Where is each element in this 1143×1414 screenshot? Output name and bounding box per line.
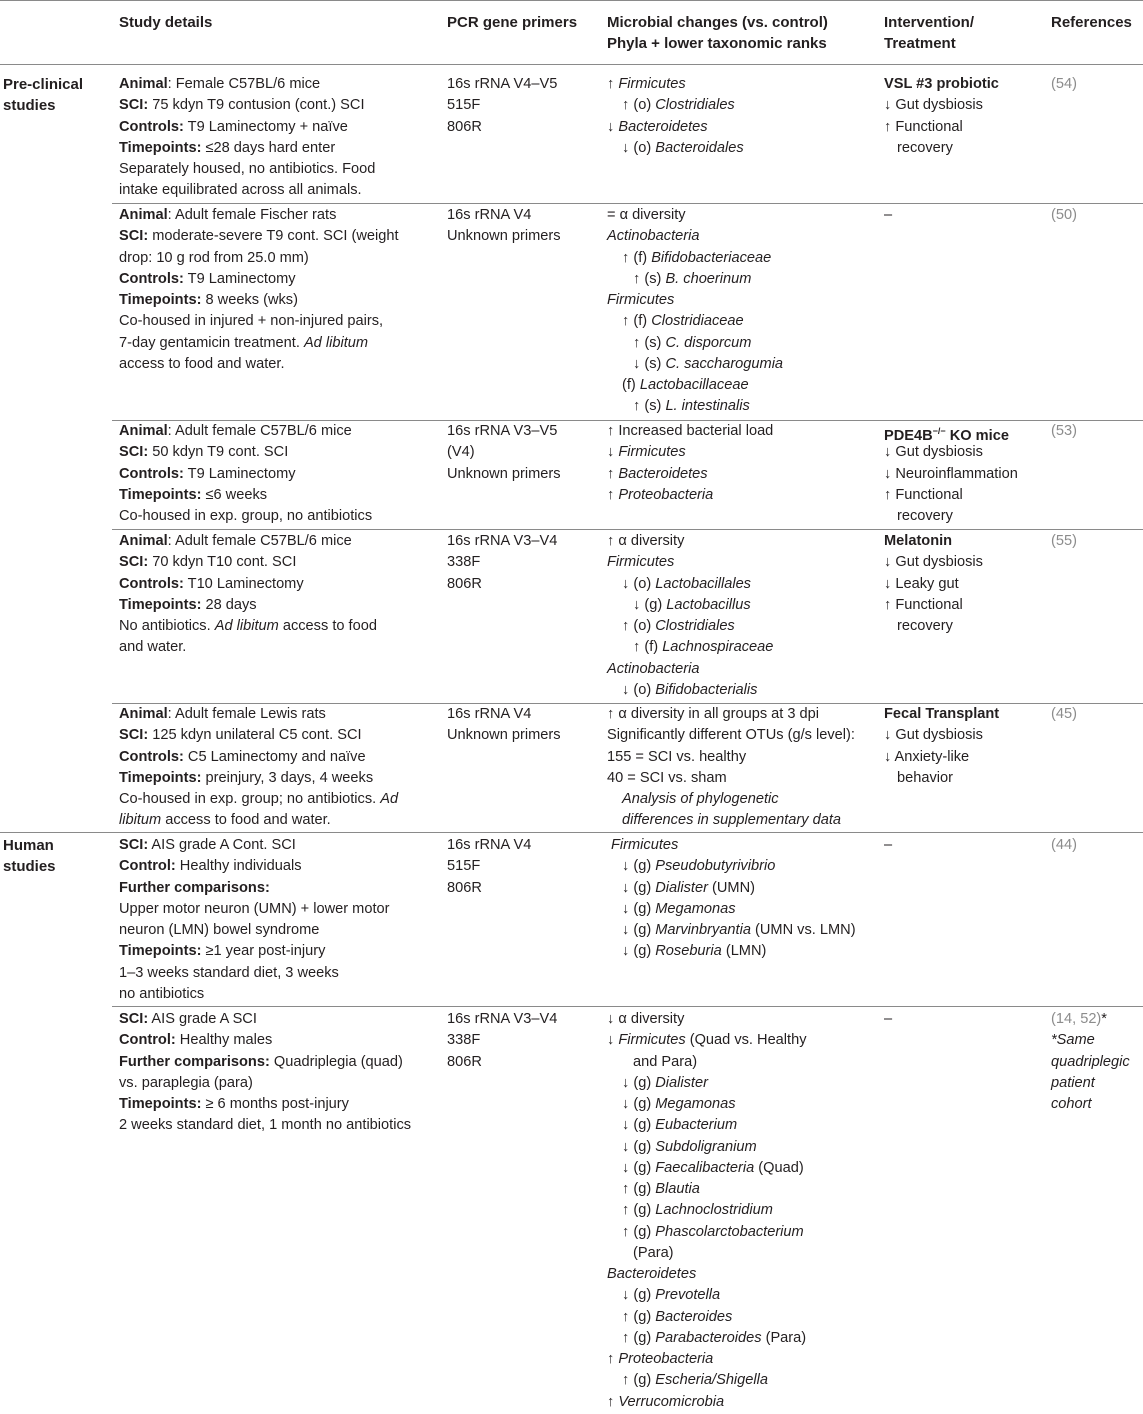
primers-cell: 16s rRNA V4 Unknown primers (447, 706, 561, 744)
study-details-cell: SCI: AIS grade A Cont. SCI Control: Healthy individuals Further comparisons: Upper motor neuron (UMN) + lower motor neuron (LMN) bowel syndrome Timepoints: ≥1 year post-injury 1–3 weeks standard diet, 3 weeks no antibiotics (119, 837, 390, 1002)
section-divider (0, 832, 1143, 833)
header-intervention: Intervention/ Treatment (884, 14, 975, 53)
reference-cell: (45) (1051, 706, 1077, 722)
study-details-cell: Animal: Female C57BL/6 mice SCI: 75 kdyn T9 contusion (cont.) SCI Controls: T9 Laminectomy + naïve Timepoints: ≤28 days hard enter Separately housed, no antibiotics. Food intake equilibrated across all animals. (119, 76, 376, 199)
microbial-changes-cell: ↑ α diversity Firmicutes ↓ (o) Lactobacillales ↓ (g) Lactobacillus ↑ (o) Clostridiales ↑ (f) Lachnospiraceae Actinobacteria ↓ (o) Bifidobacterialis (607, 533, 774, 698)
microbial-changes-cell: ↑ α diversity in all groups at 3 dpi Significantly different OTUs (g/s level): 155 = SCI vs. healthy 40 = SCI vs. sham Analysis of phylogenetic differences in supplementary data (607, 706, 855, 829)
intervention-cell: PDE4B−/− KO mice ↓ Gut dysbiosis ↓ Neuroinflammation ↑ Functional recovery (884, 426, 1018, 524)
row-divider (112, 203, 1143, 204)
reference-cell: (53) (1051, 423, 1077, 439)
intervention-cell: – (884, 837, 893, 853)
reference-cell: (50) (1051, 207, 1077, 223)
header-pcr-primers: PCR gene primers (447, 14, 578, 31)
header-study-details: Study details (119, 14, 213, 31)
study-details-cell: Animal: Adult female C57BL/6 mice SCI: 50 kdyn T9 cont. SCI Controls: T9 Laminectomy Timepoints: ≤6 weeks Co-housed in exp. group, no antibiotics (119, 423, 373, 524)
reference-cell: (44) (1051, 837, 1077, 853)
primers-cell: 16s rRNA V3–V4 338F 806R (447, 1011, 558, 1070)
table-header (0, 0, 1143, 65)
row-divider (112, 1006, 1143, 1007)
study-details-cell: Animal: Adult female Fischer rats SCI: moderate-severe T9 cont. SCI (weight drop: 10 g rod from 25.0 mm) Controls: T9 Laminectomy Timepoints: 8 weeks (wks) Co-housed in injured + non-injured pairs, 7-day gentamicin treatment. Ad libitum access to food and water. (119, 207, 399, 372)
primers-cell: 16s rRNA V4 Unknown primers (447, 207, 561, 245)
intervention-cell: Melatonin ↓ Gut dysbiosis ↓ Leaky gut ↑ Functional recovery (884, 533, 983, 634)
study-details-cell: Animal: Adult female Lewis rats SCI: 125 kdyn unilateral C5 cont. SCI Controls: C5 Laminectomy and naïve Timepoints: preinjury, 3 days, 4 weeks Co-housed in exp. group; no antibiotics. Ad libitum access to food and water. (119, 706, 399, 829)
section-label-human: Human studies (3, 837, 56, 876)
reference-cell: (14, 52)* *Same quadriplegic patient cohort (1051, 1011, 1130, 1112)
study-details-cell: SCI: AIS grade A SCI Control: Healthy males Further comparisons: Quadriplegia (quad) vs. paraplegia (para) Timepoints: ≥ 6 months post-injury 2 weeks standard diet, 1 month no antibiotics (119, 1011, 412, 1134)
header-microbial-changes: Microbial changes (vs. control) Phyla + lower taxonomic ranks (607, 14, 828, 53)
intervention-cell: VSL #3 probiotic ↓ Gut dysbiosis ↑ Functional recovery (884, 76, 999, 156)
row-divider (112, 529, 1143, 530)
reference-cell: (54) (1051, 76, 1077, 92)
primers-cell: 16s rRNA V3–V5 (V4) Unknown primers (447, 423, 561, 482)
primers-cell: 16s rRNA V4–V5 515F 806R (447, 76, 558, 135)
intervention-cell: – (884, 207, 893, 223)
microbial-changes-cell: ↓ α diversity ↓ Firmicutes (Quad vs. Healthy and Para) ↓ (g) Dialister ↓ (g) Megamonas ↓ (g) Eubacterium ↓ (g) Subdoligranium ↓ (g) Faecalibacteria (Quad) ↑ (g) Blautia ↑ (g) Lachnoclostridium ↑ (g) Phascolarctobacterium (Para) Bacteroidetes ↓ (g) Prevotella ↑ (g) Bacteroides ↑ (g) Parabacteroides (Para) ↑ Proteobacteria ↑ (g) Escheria/Shigella ↑ Verrucomicrobia (607, 1011, 807, 1410)
microbial-changes-cell: ↑ Firmicutes ↑ (o) Clostridiales ↓ Bacteroidetes ↓ (o) Bacteroidales (607, 76, 744, 156)
microbial-changes-cell: = α diversity Actinobacteria ↑ (f) Bifidobacteriaceae ↑ (s) B. choerinum Firmicutes ↑ (f) Clostridiaceae ↑ (s) C. disporcum ↓ (s) C. saccharogumia (f) Lactobacillaceae ↑ (s) L. intestinalis (607, 207, 784, 415)
primers-cell: 16s rRNA V3–V4 338F 806R (447, 533, 558, 592)
reference-cell: (55) (1051, 533, 1077, 549)
section-label-preclinical: Pre-clinical studies (3, 76, 84, 115)
primers-cell: 16s rRNA V4 515F 806R (447, 837, 532, 896)
microbial-changes-cell: Firmicutes ↓ (g) Pseudobutyrivibrio ↓ (g) Dialister (UMN) ↓ (g) Megamonas ↓ (g) Marvinbryantia (UMN vs. LMN) ↓ (g) Roseburia (LMN) (611, 837, 856, 960)
header-references: References (1051, 14, 1132, 31)
intervention-cell: Fecal Transplant ↓ Gut dysbiosis ↓ Anxiety-like behavior (884, 706, 1000, 786)
intervention-cell: – (884, 1011, 893, 1027)
microbial-changes-cell: ↑ Increased bacterial load ↓ Firmicutes ↑ Bacteroidetes ↑ Proteobacteria (607, 423, 774, 503)
study-details-cell: Animal: Adult female C57BL/6 mice SCI: 70 kdyn T10 cont. SCI Controls: T10 Laminectomy Timepoints: 28 days No antibiotics. Ad libitum access to food and water. (119, 533, 377, 656)
